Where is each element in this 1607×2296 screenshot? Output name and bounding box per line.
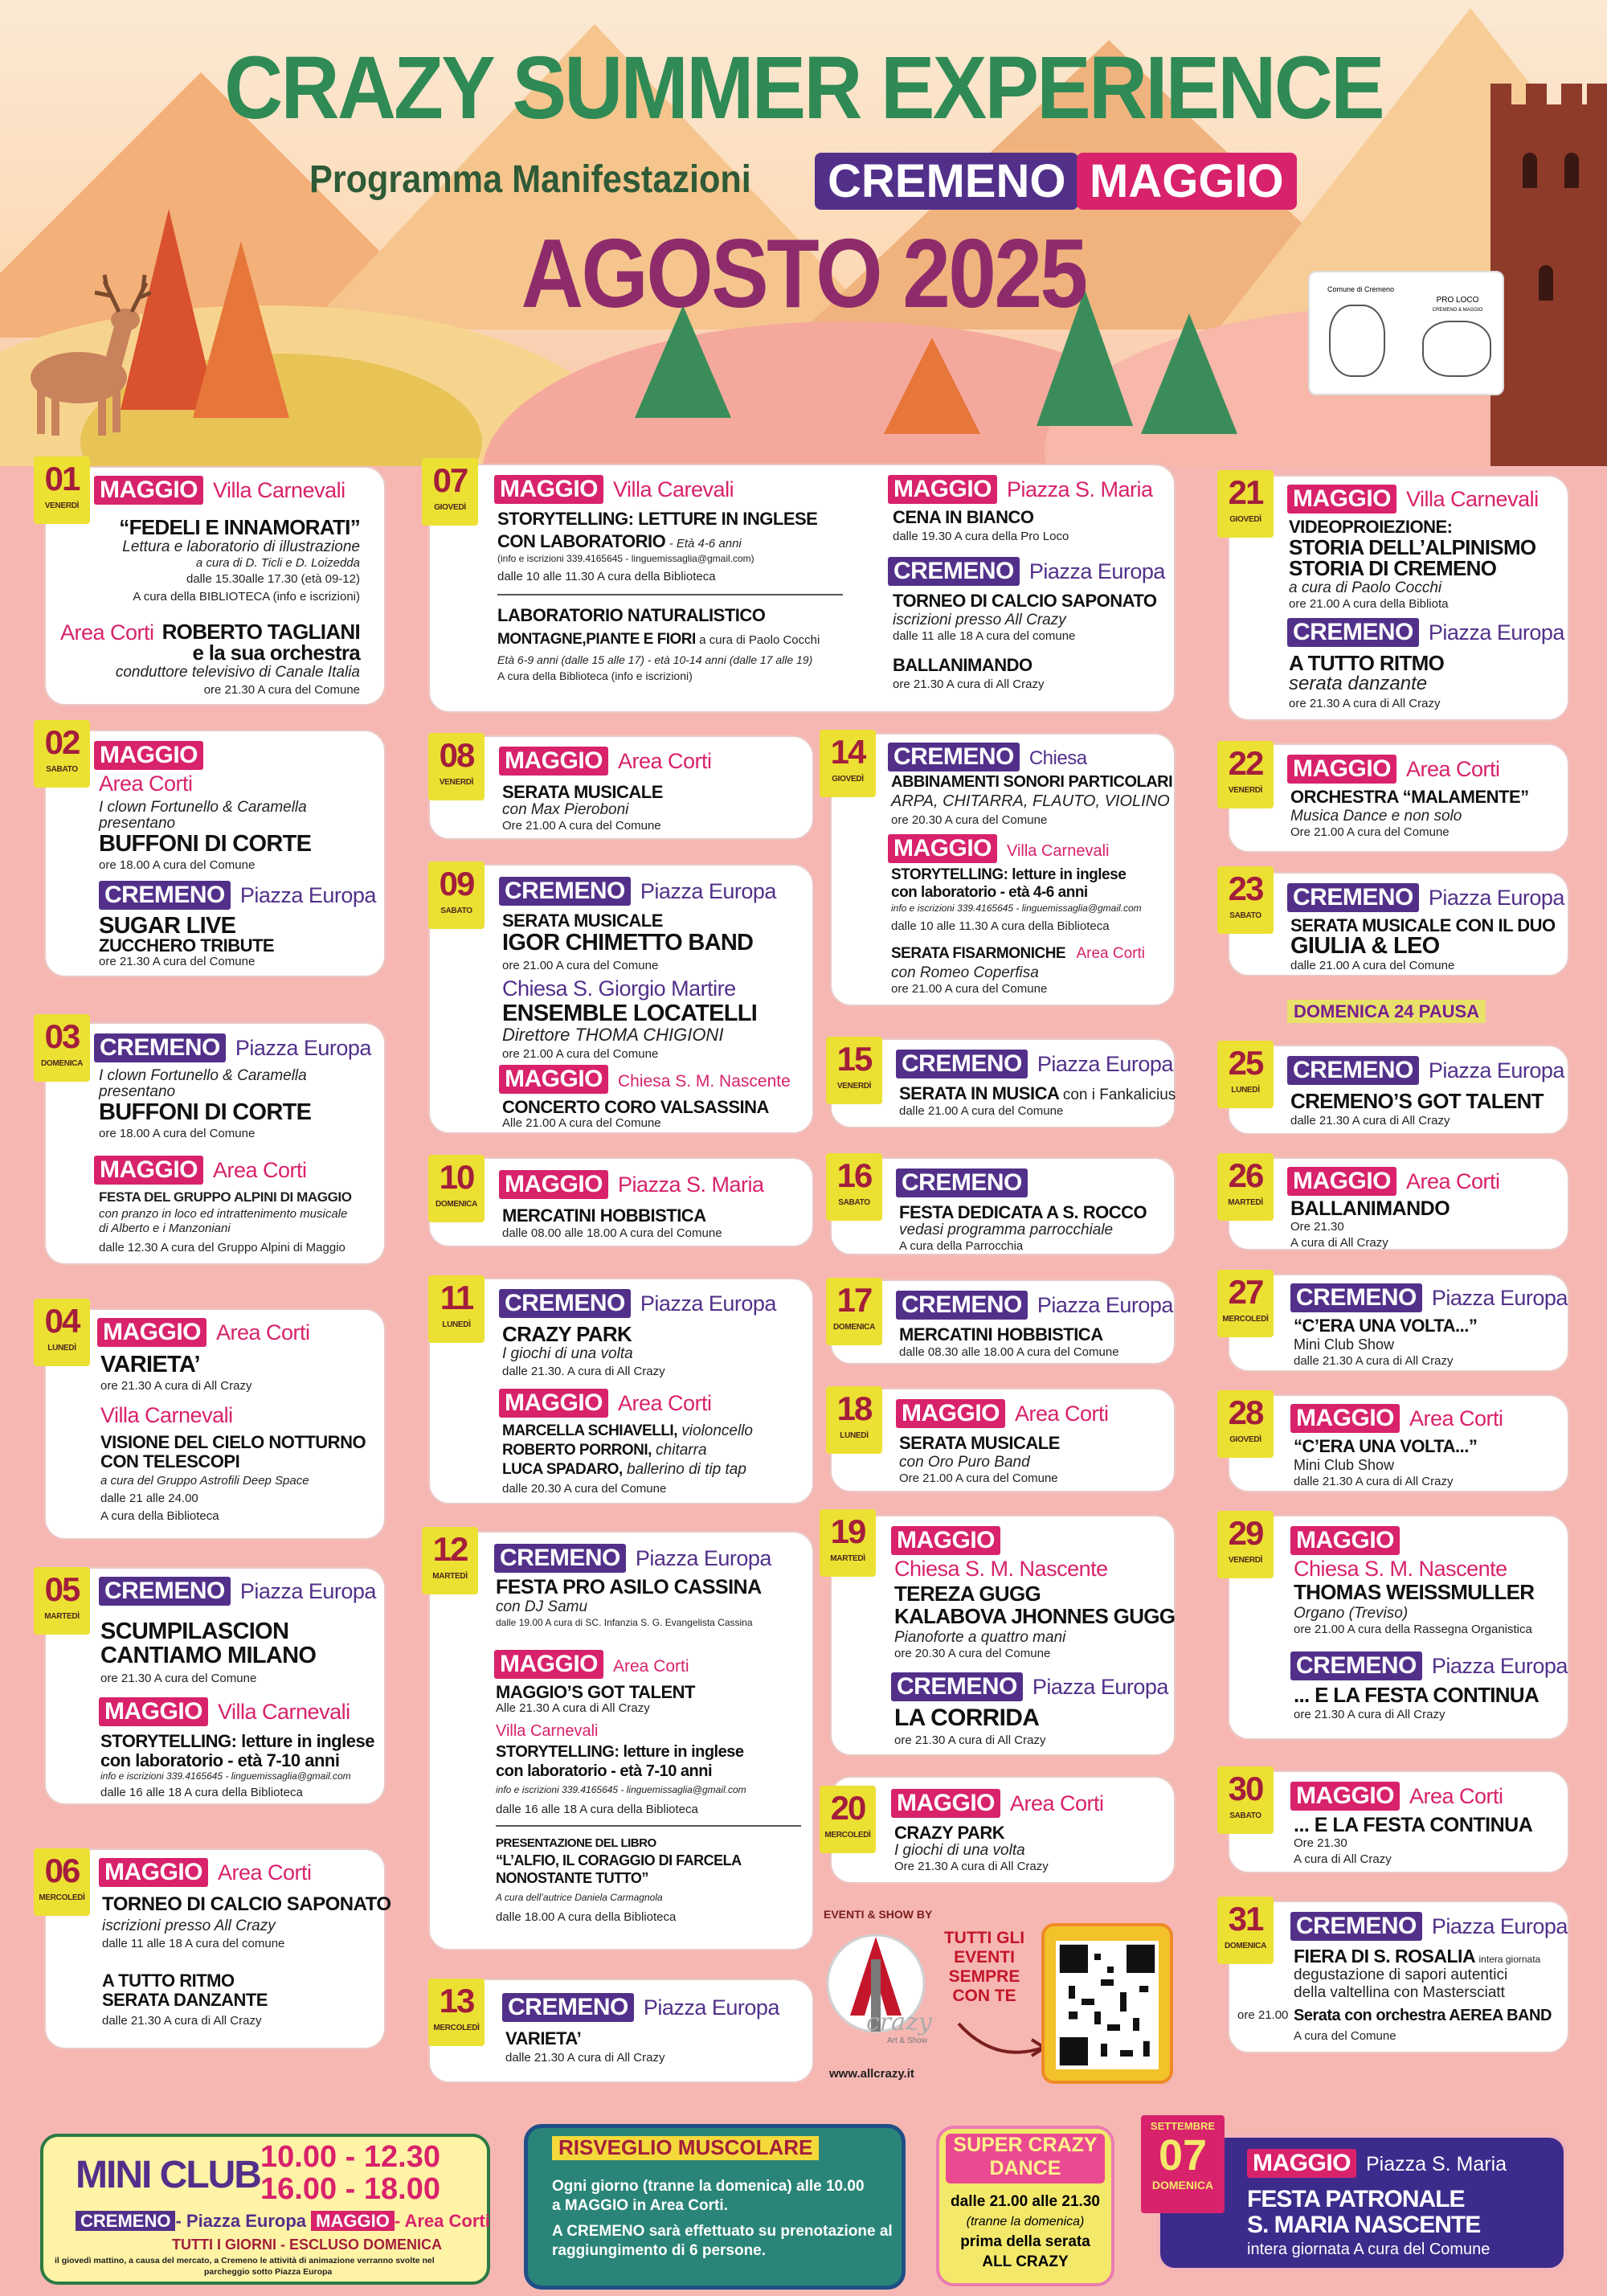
- event-card-23: CREMENO Piazza Europa SERATA MUSICALE CON IL DUO GIULIA & LEO dalle 21.00 A cura del Comune: [1228, 872, 1569, 976]
- day-badge-02: 02 SABATO: [34, 720, 90, 788]
- miniclub-days: TUTTI I GIORNI - ESCLUSO DOMENICA: [172, 2237, 442, 2253]
- proloco-label: PRO LOCO CREMENO & MAGGIO: [1432, 296, 1483, 313]
- superdance-title: SUPER CRAZY DANCE: [946, 2134, 1105, 2183]
- event-card-07: MAGGIO Villa Carevali STORYTELLING: LETTURE IN INGLESE CON LABORATORIO - Età 4-6 anni (info e iscrizioni 339.4165645 - linguemissaglia@gmail.com) dalle 10 alle 11.30 A cura della Biblioteca LABORATORIO NATURALISTICO MONTAGNE,PIANTE E FIORI a cura di Paolo Cocchi Età 6-9 anni (dalle 15 alle 17) - età 10-14 anni (dalle 17 alle 19) A cura della Biblioteca (info e iscrizioni) MAGGIO Piazza S. Maria CENA IN BIANCO dalle 19.30 A cura della Pro Loco CREMENO Piazza Europa TORNEO DI CALCIO SAPONATO iscrizioni presso All Crazy dalle 11 alle 18 A cura del comune BALLANIMANDO ore 21.30 A cura di All Crazy: [428, 464, 1176, 713]
- event-card-31: CREMENO Piazza Europa FIERA DI S. ROSALIA intera giornata degustazione di sapori autentici della valtellina con Mastersciatt ore 21.00 Serata con orchestra AEREA BAND A cura del Comune: [1228, 1901, 1569, 2053]
- day-badge-04: 04 LUNEDÌ: [34, 1299, 90, 1366]
- event-card-25: CREMENO Piazza Europa CREMENO’S GOT TALENT dalle 21.30 A cura di All Crazy: [1228, 1045, 1569, 1135]
- event-card-14: CREMENO Chiesa ABBINAMENTI SONORI PARTICOLARI ARPA, CHITARRA, FLAUTO, VIOLINO ore 20.30 A cura del Comune MAGGIO Villa Carnevali STORYTELLING: letture in inglese con laboratorio - età 4-6 anni info e iscrizioni 339.4165645 - linguemissaglia@gmail.com dalle 10 alle 11.30 A cura della Biblioteca SERATA FISARMONICHE Area Corti con Romeo Coperfisa ore 21.00 A cura del Comune: [830, 733, 1176, 1006]
- event-card-19: MAGGIO Chiesa S. M. Nascente TEREZA GUGG KALABOVA JHONNES GUGG Pianoforte a quattro mani ore 20.30 A cura del Comune CREMENO Piazza Europa LA CORRIDA ore 21.30 A cura di All Crazy: [830, 1515, 1176, 1756]
- event-card-18: MAGGIO Area Corti SERATA MUSICALE con Oro Puro Band Ore 21.00 A cura del Comune: [830, 1388, 1176, 1492]
- day-badge-22: 22 VENERDÌ: [1217, 741, 1274, 808]
- promo-url: www.allcrazy.it: [829, 2067, 914, 2081]
- arrow-icon: [955, 2016, 1051, 2064]
- month-title: AGOSTO 2025: [521, 219, 1086, 328]
- event-card-08: MAGGIO Area Corti SERATA MUSICALE con Max Pieroboni Ore 21.00 A cura del Comune: [428, 735, 814, 840]
- miniclub-time-1: 10.00 - 12.30: [260, 2140, 440, 2174]
- day-badge-07: 07 GIOVEDÌ: [422, 458, 478, 526]
- event-card-02: MAGGIO Area Corti I clown Fortunello & Caramella presentano BUFFONI DI CORTE ore 18.00 A cura del Comune CREMENO Piazza Europa SUGAR LIVE ZUCCHERO TRIBUTE ore 21.30 A cura del Comune: [44, 730, 386, 977]
- event-card-22: MAGGIO Area Corti ORCHESTRA “MALAMENTE” Musica Dance e non solo Ore 21.00 A cura del Comune: [1228, 743, 1569, 853]
- day-badge-08: 08 VENERDÌ: [428, 733, 485, 800]
- promo-label: EVENTI & SHOW BY: [824, 1908, 933, 1921]
- day-badge-14: 14 GIOVEDÌ: [820, 730, 876, 797]
- day-badge-11: 11 LUNEDÌ: [428, 1275, 485, 1343]
- header-pill-cremeno: CREMENO: [815, 153, 1078, 210]
- event-card-28: MAGGIO Area Corti “C’ERA UNA VOLTA...” Mini Club Show dalle 21.30 A cura di All Crazy: [1228, 1394, 1569, 1492]
- event-card-01: MAGGIO Villa Carnevali “FEDELI E INNAMORATI” Lettura e laboratorio di illustrazione a cura di D. Ticli e D. Loizedda dalle 15.30alle 17.30 (età 09-12) A cura della BIBLIOTECA (info e iscrizioni) Area Corti ROBERTO TAGLIANI e la sua orchestra conduttore televisivo di Canale Italia ore 21.30 A cura del Comune: [44, 466, 386, 706]
- miniclub-locations: CREMENO - Piazza Europa MAGGIO - Area Corti: [76, 2211, 490, 2231]
- event-card-10: MAGGIO Piazza S. Maria MERCATINI HOBBISTICA dalle 08.00 alle 18.00 A cura del Comune: [428, 1157, 814, 1247]
- day-badge-10: 10 DOMENICA: [428, 1155, 485, 1222]
- event-card-26: MAGGIO Area Corti BALLANIMANDO Ore 21.30 A cura di All Crazy: [1228, 1157, 1569, 1250]
- day-badge-25: 25 LUNEDÌ: [1217, 1041, 1274, 1108]
- settembre-box: MAGGIO Piazza S. Maria FESTA PATRONALE S. MARIA NASCENTE intera giornata A cura del Comune: [1157, 2134, 1567, 2271]
- event-card-27: CREMENO Piazza Europa “C’ERA UNA VOLTA...” Mini Club Show dalle 21.30 A cura di All Crazy: [1228, 1274, 1569, 1372]
- day-badge-29: 29 VENERDÌ: [1217, 1511, 1274, 1578]
- day-badge-23: 23 SABATO: [1217, 866, 1274, 934]
- program-label: Programma Manifestazioni: [309, 158, 751, 201]
- day-badge-17: 17 DOMENICA: [826, 1278, 882, 1345]
- day-badge-16: 16 SABATO: [826, 1153, 882, 1221]
- risveglio-title: RISVEGLIO MUSCOLARE: [552, 2136, 819, 2160]
- day-badge-15: 15 VENERDÌ: [826, 1037, 882, 1104]
- event-card-12: CREMENO Piazza Europa FESTA PRO ASILO CASSINA con DJ Samu dalle 19.00 A cura di SC. Infanzia S. G. Evangelista Cassina MAGGIO Area Corti MAGGIO’S GOT TALENT Alle 21.30 A cura di All Crazy Villa Carnevali STORYTELLING: letture in inglese con laboratorio - età 7-10 anni info e iscrizioni 339.4165645 - linguemissaglia@gmail.com dalle 16 alle 18 A cura della Biblioteca PRESENTAZIONE DEL LIBRO “L’ALFIO, IL CORAGGIO DI FARCELA NONOSTANTE TUTTO” A cura dell’autrice Daniela Carmagnola dalle 18.00 A cura della Biblioteca: [428, 1531, 814, 1950]
- day-badge-01: 01 VENERDÌ: [34, 456, 90, 524]
- main-title: CRAZY SUMMER EXPERIENCE: [224, 39, 1383, 137]
- superdance-box: [936, 2126, 1114, 2286]
- qr-code-frame[interactable]: [1041, 1923, 1173, 2084]
- day-badge-20: 20 MERCOLEDÌ: [820, 1786, 876, 1853]
- miniclub-note-2: parcheggio sotto Piazza Europa: [204, 2267, 333, 2277]
- tree: [1141, 313, 1237, 434]
- event-card-16: CREMENO FESTA DEDICATA A S. ROCCO vedasi programma parrocchiale A cura della Parrocchia: [830, 1157, 1176, 1255]
- event-card-04: MAGGIO Area Corti VARIETA’ ore 21.30 A cura di All Crazy Villa Carnevali VISIONE DEL CIELO NOTTURNO CON TELESCOPI a cura del Gruppo Astrofili Deep Space dalle 21 alle 24.00 A cura della Biblioteca: [44, 1308, 386, 1540]
- miniclub-box: [40, 2134, 490, 2285]
- promo-slogan: TUTTI GLI EVENTI SEMPRE CON TE: [943, 1929, 1025, 2006]
- logos-box: [1308, 271, 1504, 395]
- miniclub-note-1: il giovedì mattino, a causa del mercato, a Cremeno le attività di animazione verranno svolte nel: [55, 2256, 435, 2265]
- day-badge-05: 05 MARTEDÌ: [34, 1567, 90, 1635]
- tree: [884, 338, 980, 434]
- event-card-21: MAGGIO Villa Carnevali VIDEOPROIEZIONE: STORIA DELL’ALPINISMO STORIA DI CREMENO a cura di Paolo Cocchi ore 21.00 A cura della Bibliota CREMENO Piazza Europa A TUTTO RITMO serata danzante ore 21.30 A cura di All Crazy: [1228, 475, 1569, 721]
- day-badge-13: 13 MERCOLEDÌ: [428, 1979, 485, 2046]
- event-card-11: CREMENO Piazza Europa CRAZY PARK I giochi di una volta dalle 21.30. A cura di All Crazy MAGGIO Area Corti MARCELLA SCHIAVELLI, violoncello ROBERTO PORRONI, chitarra LUCA SPADARO, ballerino di tip tap dalle 20.30 A cura del Comune: [428, 1278, 814, 1504]
- day-badge-06: 06 MERCOLEDÌ: [34, 1848, 90, 1916]
- header-pill-maggio: MAGGIO: [1077, 153, 1297, 210]
- event-card-17: CREMENO Piazza Europa MERCATINI HOBBISTICA dalle 08.30 alle 18.00 A cura del Comune: [830, 1279, 1176, 1365]
- proloco-logo-icon: [1422, 321, 1491, 377]
- day-badge-12: 12 MARTEDÌ: [422, 1527, 478, 1594]
- miniclub-time-2: 16.00 - 18.00: [260, 2172, 440, 2206]
- day-badge-31: 31 DOMENICA: [1217, 1897, 1274, 1964]
- event-card-05: CREMENO Piazza Europa SCUMPILASCION CANTIAMO MILANO ore 21.30 A cura del Comune MAGGIO Villa Carnevali STORYTELLING: letture in inglese con laboratorio - età 7-10 anni info e iscrizioni 339.4165645 - linguemissaglia@gmail.com dalle 16 alle 18 A cura della Biblioteca: [44, 1567, 386, 1805]
- event-card-06: MAGGIO Area Corti TORNEO DI CALCIO SAPONATO iscrizioni presso All Crazy dalle 11 alle 18 A cura del comune A TUTTO RITMO SERATA DANZANTE dalle 21.30 A cura di All Crazy: [44, 1848, 386, 2049]
- event-card-30: MAGGIO Area Corti ... E LA FESTA CONTINUA Ore 21.30 A cura di All Crazy: [1228, 1770, 1569, 1873]
- superdance-info: dalle 21.00 alle 21.30 (tranne la domenica) prima della serata ALL CRAZY: [951, 2193, 1100, 2270]
- day-badge-26: 26 MARTEDÌ: [1217, 1153, 1274, 1221]
- comune-label: Comune di Cremeno: [1327, 285, 1395, 293]
- day-badge-30: 30 SABATO: [1217, 1766, 1274, 1834]
- event-card-15: CREMENO Piazza Europa SERATA IN MUSICA con i Fankalicius dalle 21.00 A cura del Comune: [830, 1038, 1176, 1128]
- qr-code-icon[interactable]: [1056, 1941, 1159, 2069]
- promo-brand-sub: Art & Show: [887, 2036, 928, 2045]
- pause-banner: DOMENICA 24 PAUSA: [1287, 1000, 1486, 1023]
- day-badge-settembre: SETTEMBRE 07 DOMENICA: [1141, 2115, 1225, 2213]
- day-badge-19: 19 MARTEDÌ: [820, 1509, 876, 1577]
- promo-brand: crazy: [866, 2008, 932, 2036]
- day-badge-21: 21 GIOVEDÌ: [1217, 470, 1274, 538]
- coat-of-arms-icon: [1329, 305, 1385, 377]
- day-badge-09: 09 SABATO: [428, 862, 485, 929]
- day-badge-03: 03 DOMENICA: [34, 1014, 90, 1082]
- day-badge-18: 18 LUNEDÌ: [826, 1386, 882, 1454]
- event-card-29: MAGGIO Chiesa S. M. Nascente THOMAS WEISSMULLER Organo (Treviso) ore 21.00 A cura della Rassegna Organistica CREMENO Piazza Europa ... E LA FESTA CONTINUA ore 21.30 A cura di All Crazy: [1228, 1515, 1569, 1740]
- miniclub-title: MINI CLUB: [76, 2154, 260, 2196]
- day-badge-27: 27 MERCOLEDÌ: [1217, 1270, 1274, 1337]
- event-card-09: CREMENO Piazza Europa SERATA MUSICALE IGOR CHIMETTO BAND ore 21.00 A cura del Comune Chiesa S. Giorgio Martire ENSEMBLE LOCATELLI Direttore THOMA CHIGIONI ore 21.00 A cura del Comune MAGGIO Chiesa S. M. Nascente CONCERTO CORO VALSASSINA Alle 21.00 A cura del Comune: [428, 864, 814, 1134]
- risveglio-box: RISVEGLIO MUSCOLARE Ogni giorno (tranne la domenica) alle 10.00 a MAGGIO in Area Corti. A CREMENO sarà effettuato su prenotazione al raggiungimento di 6 persone.: [524, 2124, 906, 2290]
- event-card-20: MAGGIO Area Corti CRAZY PARK I giochi di una volta Ore 21.30 A cura di All Crazy: [830, 1776, 1176, 1884]
- event-card-13: CREMENO Piazza Europa VARIETA’ dalle 21.30 A cura di All Crazy: [428, 1979, 814, 2083]
- day-badge-28: 28 GIOVEDÌ: [1217, 1390, 1274, 1458]
- event-card-03: CREMENO Piazza Europa I clown Fortunello & Caramella presentano BUFFONI DI CORTE ore 18.00 A cura del Comune MAGGIO Area Corti FESTA DEL GRUPPO ALPINI DI MAGGIO con pranzo in loco ed intrattenimento musicale di Alberto e i Manzoniani dalle 12.30 A cura del Gruppo Alpini di Maggio: [44, 1022, 386, 1265]
